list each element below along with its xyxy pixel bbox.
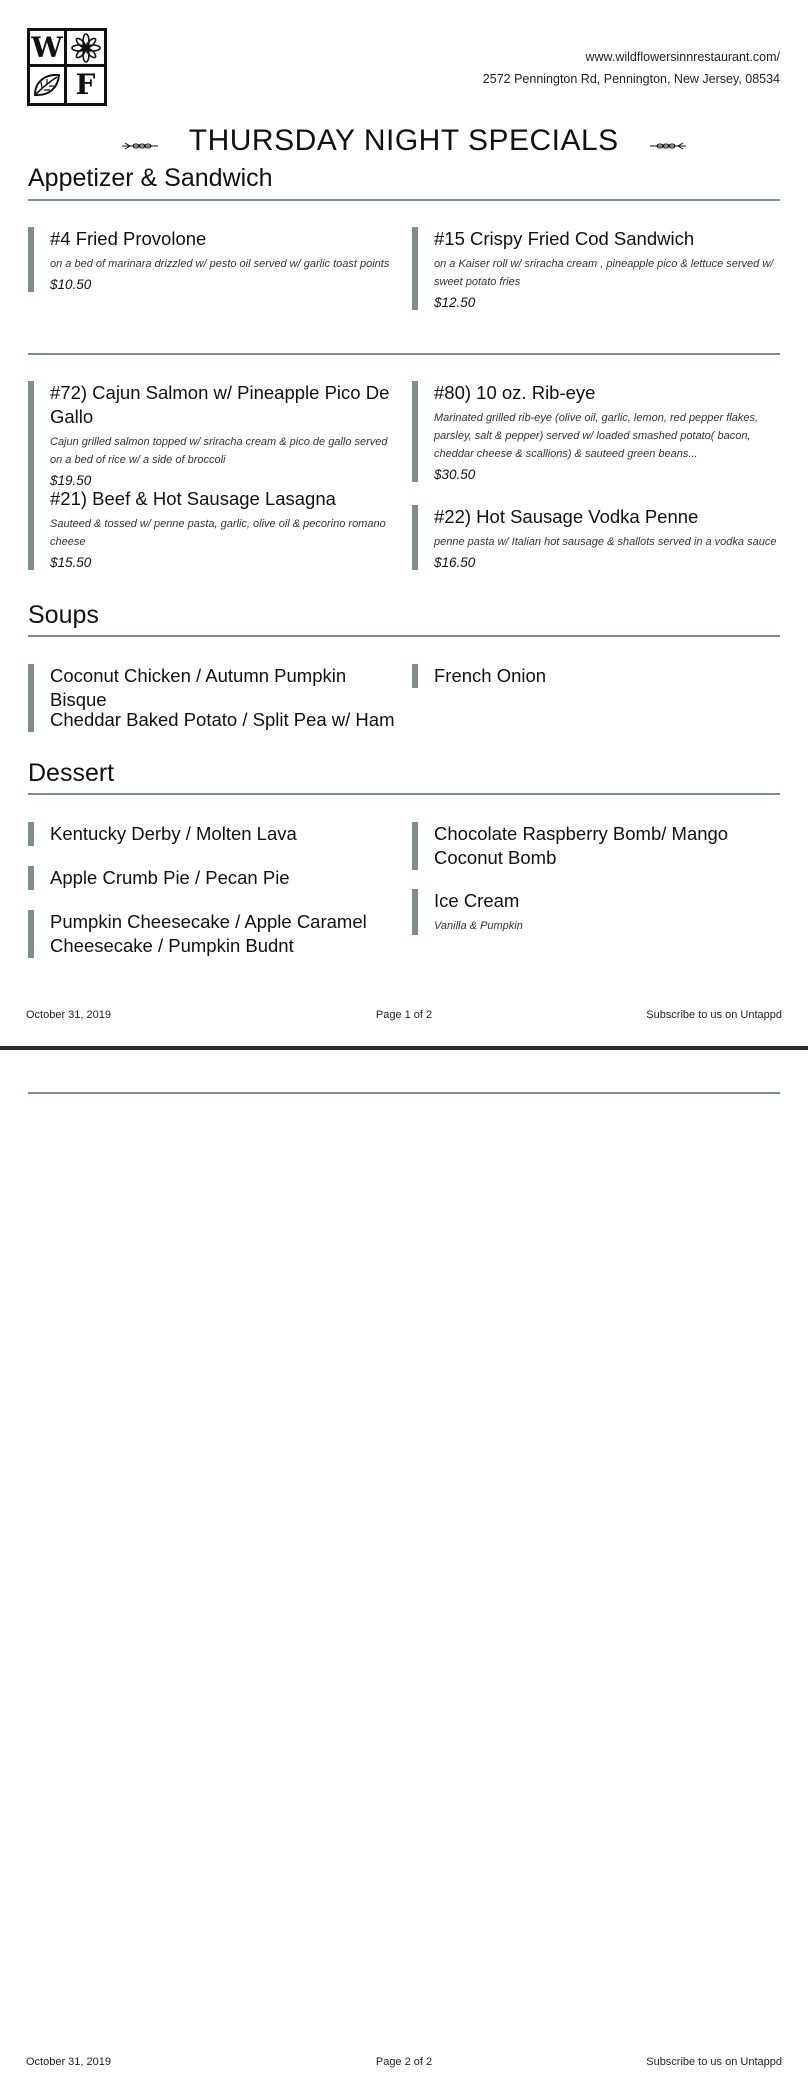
subscribe-link[interactable]: Subscribe to us on Untappd <box>646 2056 782 2068</box>
menu-item <box>28 866 402 890</box>
menu-item <box>412 889 780 935</box>
item-name: Coconut Chicken / Autumn Pumpkin Bisque <box>50 665 347 710</box>
menu-item <box>28 664 402 712</box>
item-description: on a bed of marinara drizzled w/ pesto oil served w/ garlic toast points <box>50 258 390 270</box>
item-price: $19.50 <box>50 473 92 488</box>
item-price: $12.50 <box>434 295 476 310</box>
menu-item <box>412 505 780 570</box>
item-description: Sauteed & tossed w/ penne pasta, garlic, olive oil & pecorino romano cheese <box>50 518 386 548</box>
footer-page-number: Page 1 of 2 <box>375 1009 433 1021</box>
ornament-left-icon <box>122 125 158 159</box>
website-link[interactable]: www.wildflowersinnrestaurant.com/ <box>585 50 780 64</box>
item-name: #80) 10 oz. Rib-eye <box>434 382 596 403</box>
page-title <box>0 124 808 159</box>
footer-date: October 31, 2019 <box>26 2056 112 2068</box>
subscribe-link[interactable]: Subscribe to us on Untappd <box>646 1009 782 1021</box>
item-price: $10.50 <box>50 277 92 292</box>
leaf-icon <box>30 67 67 103</box>
menu-item <box>28 487 402 570</box>
section-rule <box>28 199 780 201</box>
item-name: Kentucky Derby / Molten Lava <box>50 823 297 844</box>
menu-item <box>28 910 402 958</box>
menu-item <box>412 664 780 688</box>
menu-item <box>28 822 402 846</box>
item-description: Cajun grilled salmon topped w/ sriracha cream & pico de gallo served on a bed of rice w/ a side of broccoli <box>50 436 388 466</box>
menu-item <box>28 227 402 292</box>
item-name: #4 Fried Provolone <box>50 228 207 249</box>
item-price: $30.50 <box>434 467 476 482</box>
item-name: Ice Cream <box>434 890 520 911</box>
item-description: on a Kaiser roll w/ sriracha cream , pineapple pico & lettuce served w/ sweet potato fries <box>434 258 774 288</box>
restaurant-address: 2572 Pennington Rd, Pennington, New Jersey, 08534 <box>482 72 780 86</box>
group-rule <box>28 353 780 355</box>
item-name: #21) Beef & Hot Sausage Lasagna <box>50 488 336 509</box>
item-name: French Onion <box>434 665 547 686</box>
menu-item <box>412 822 780 870</box>
footer-page-number: Page 2 of 2 <box>375 2056 433 2068</box>
item-price: $16.50 <box>434 555 476 570</box>
section-heading-dessert: Dessert <box>28 759 115 787</box>
section-rule <box>28 1092 780 1094</box>
restaurant-logo <box>27 28 107 106</box>
item-name: #72) Cajun Salmon w/ Pineapple Pico De Gallo <box>50 382 390 427</box>
item-name: Chocolate Raspberry Bomb/ Mango Coconut Bomb <box>434 823 729 868</box>
page-break <box>0 1046 808 1050</box>
item-description: Marinated grilled rib-eye (olive oil, garlic, lemon, red pepper flakes, parsley, salt & pepper) served w/ loaded smashed potato( bacon, cheddar cheese & scallions) & sauteed green beans... <box>434 412 759 460</box>
footer-date: October 31, 2019 <box>26 1009 112 1021</box>
menu-item <box>412 381 780 482</box>
section-heading-appetizer: Appetizer & Sandwich <box>28 164 273 192</box>
item-name: #22) Hot Sausage Vodka Penne <box>434 506 699 527</box>
item-price: $15.50 <box>50 555 92 570</box>
ornament-right-icon <box>650 125 686 159</box>
title-text: THURSDAY NIGHT SPECIALS <box>188 124 619 157</box>
section-rule <box>28 635 780 637</box>
item-description: penne pasta w/ Italian hot sausage & shallots served in a vodka sauce <box>434 536 777 548</box>
item-name: #15 Crispy Fried Cod Sandwich <box>434 228 695 249</box>
section-rule <box>28 793 780 795</box>
menu-item <box>28 708 402 732</box>
menu-item <box>28 381 402 488</box>
flower-icon <box>67 31 104 67</box>
menu-item <box>412 227 780 310</box>
section-heading-soups: Soups <box>28 601 99 629</box>
logo-letter-f: F <box>75 68 96 101</box>
item-description: Vanilla & Pumpkin <box>434 920 523 932</box>
item-name: Cheddar Baked Potato / Split Pea w/ Ham <box>50 709 395 730</box>
item-name: Pumpkin Cheesecake / Apple Caramel Cheesecake / Pumpkin Budnt <box>50 911 367 956</box>
item-name: Apple Crumb Pie / Pecan Pie <box>50 867 290 888</box>
logo-letter-w: W <box>30 31 67 67</box>
